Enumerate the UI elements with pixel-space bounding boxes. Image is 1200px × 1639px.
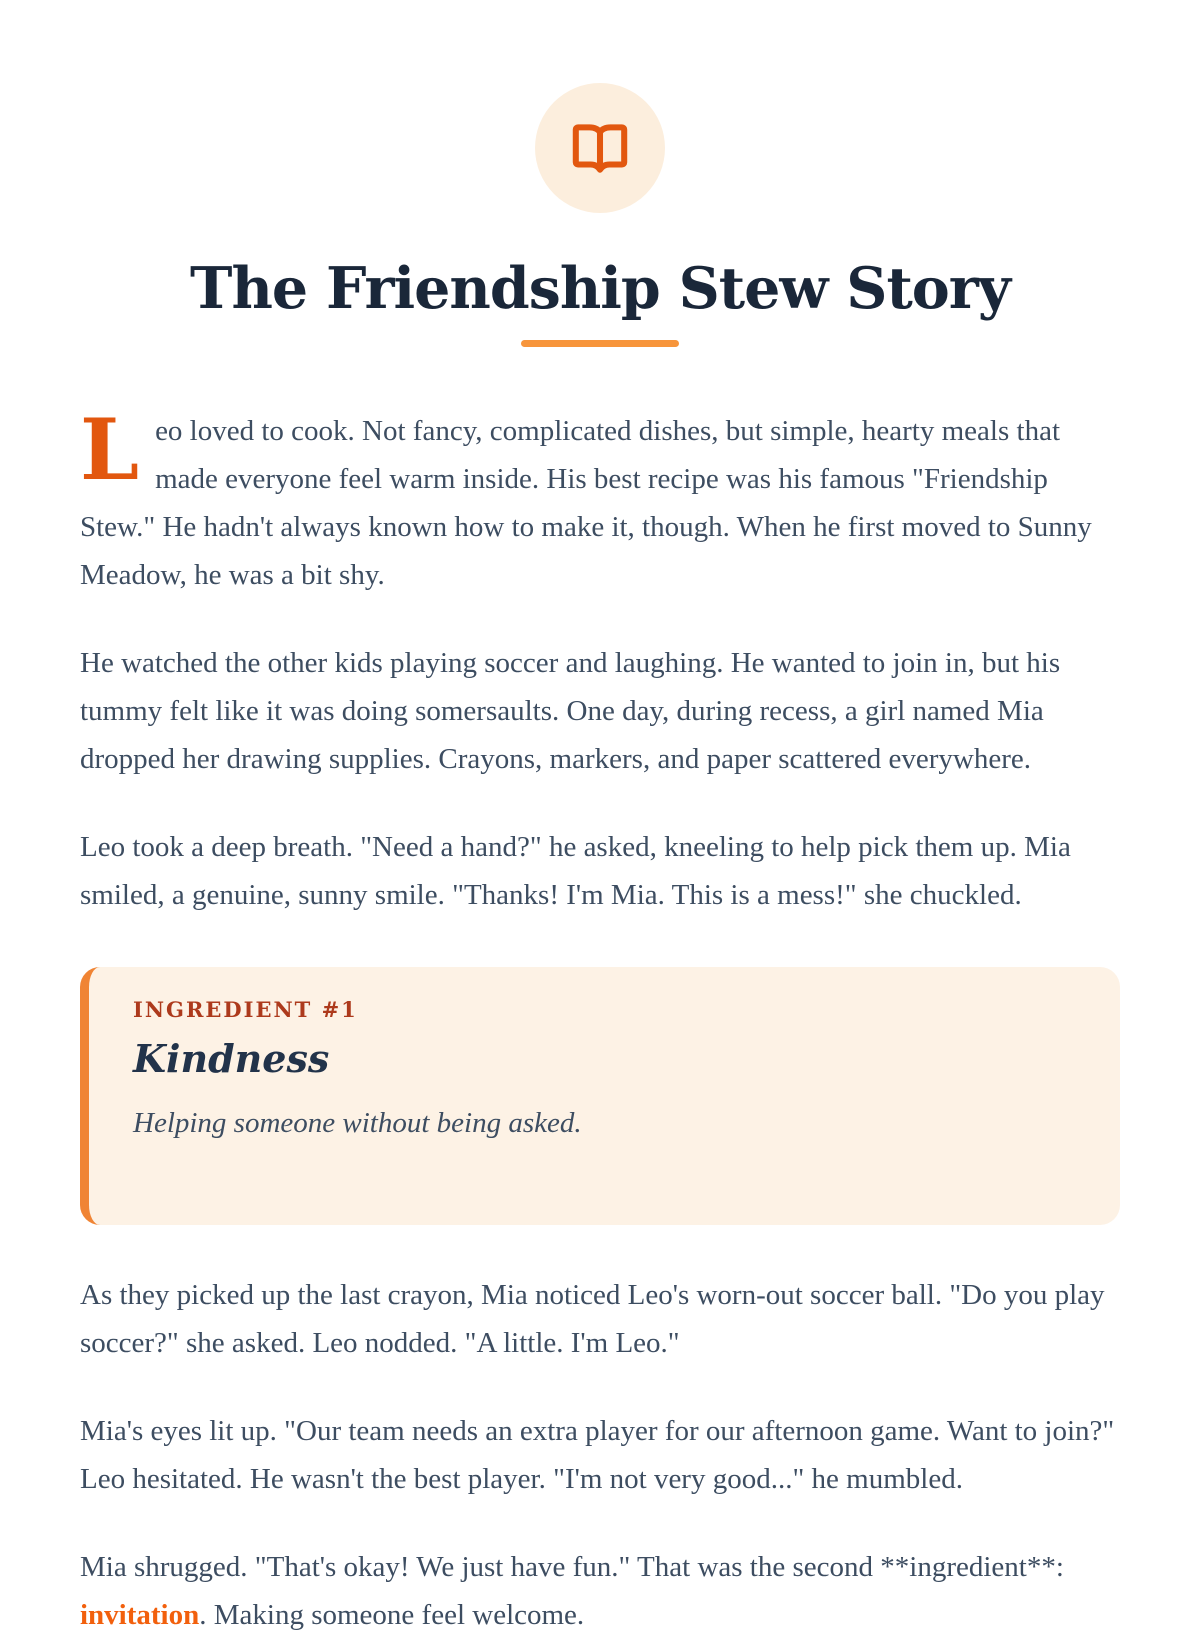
title-underline-accent (521, 340, 679, 347)
story-paragraph-6-before: Mia shrugged. "That's okay! We just have fun." That was the second **ingredient**: (80, 1551, 1064, 1583)
ingredient-callout-label: INGREDIENT #1 (133, 997, 358, 1022)
page-title: The Friendship Stew Story (190, 255, 1010, 322)
story-paragraph-6 (80, 1543, 1120, 1639)
story-paragraph-5: Mia's eyes lit up. "Our team needs an extra player for our afternoon game. Want to join?" Leo hesitated. He wasn't the best player. "I'm not very good..." he mumbled. (80, 1415, 1115, 1495)
story-paragraph-3: Leo took a deep breath. "Need a hand?" he asked, kneeling to help pick them up. Mia smiled, a genuine, sunny smile. "Thanks! I'm Mia. This is a mess!" she chuckled. (80, 831, 1071, 911)
story-content (80, 400, 1120, 1639)
story-paragraph-1-text: eo loved to cook. Not fancy, complicated dishes, but simple, hearty meals that made everyone feel warm inside. His best recipe was his famous "Friendship Stew." He hadn't always known how to make it, though. When he first moved to Sunny Meadow, he was a bit shy. (80, 415, 1092, 591)
story-page (80, 0, 1120, 1639)
ingredient-callout-title: Kindness (133, 1036, 330, 1081)
drop-cap: L (80, 400, 140, 499)
book-icon-badge (535, 83, 665, 213)
story-paragraph-2: He watched the other kids playing soccer and laughing. He wanted to join in, but his tummy felt like it was doing somersaults. One day, during recess, a girl named Mia dropped her drawing supplies. Crayons, markers, and paper scattered everywhere. (80, 647, 1061, 775)
story-paragraph-1 (80, 400, 1120, 599)
ingredient-callout (80, 967, 1120, 1225)
story-paragraph-6-after: . Making someone feel welcome. (199, 1599, 585, 1631)
ingredient-callout-description: Helping someone without being asked. (133, 1107, 582, 1139)
highlighted-word-invitation: invitation (80, 1599, 200, 1631)
page-header (80, 0, 1120, 347)
story-paragraph-4: As they picked up the last crayon, Mia noticed Leo's worn-out soccer ball. "Do you play soccer?" she asked. Leo nodded. "A little. I'm Leo." (80, 1279, 1105, 1359)
open-book-icon (567, 115, 633, 181)
